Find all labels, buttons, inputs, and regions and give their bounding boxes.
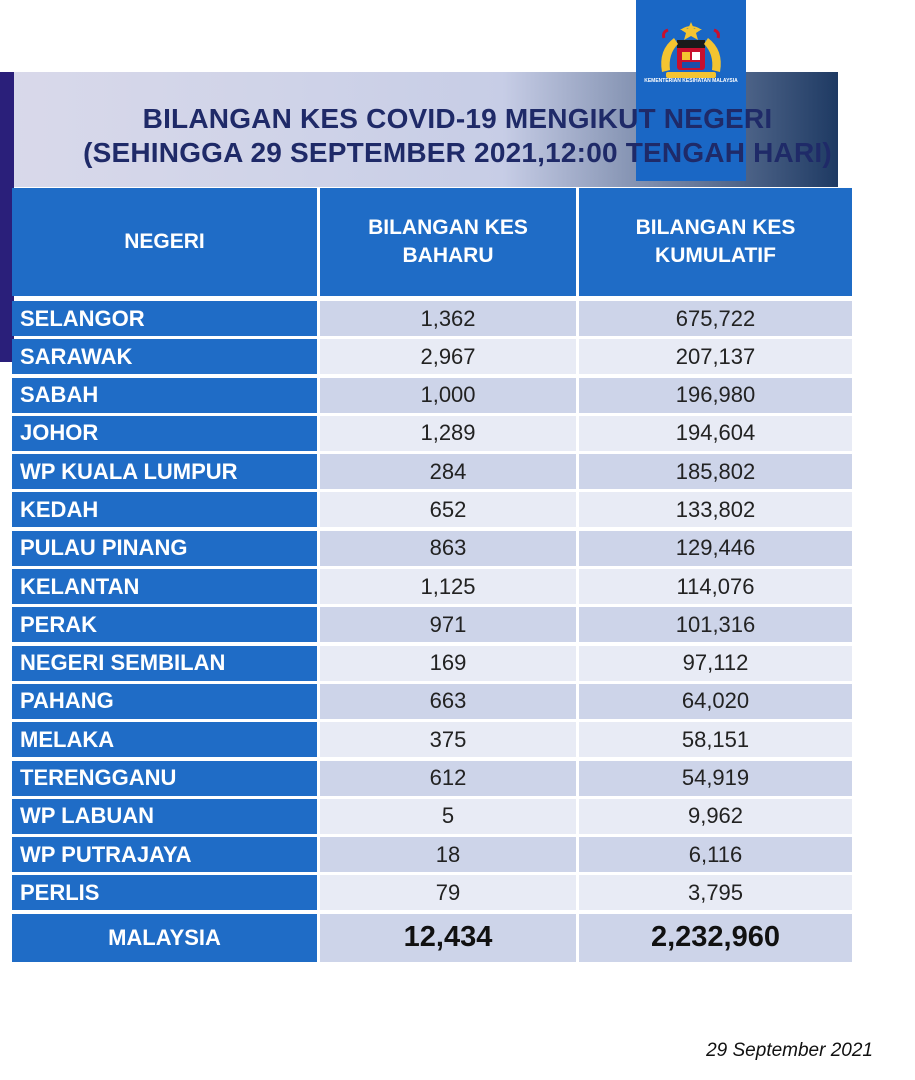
cumulative-cases-cell: 54,919: [579, 761, 852, 796]
cumulative-cases-cell: 194,604: [579, 416, 852, 451]
table-row: [12, 416, 852, 451]
new-cases-cell: 284: [320, 454, 576, 489]
table-row: [12, 569, 852, 604]
state-cell: PAHANG: [12, 684, 317, 719]
new-cases-cell: 1,289: [320, 416, 576, 451]
cumulative-cases-cell: 185,802: [579, 454, 852, 489]
cumulative-cases-cell: 3,795: [579, 875, 852, 910]
column-header-new-cases: [320, 188, 576, 296]
new-cases-cell: 1,125: [320, 569, 576, 604]
column-header-negeri: NEGERI: [12, 188, 317, 296]
state-cell: PERAK: [12, 607, 317, 642]
cumulative-cases-cell: 675,722: [579, 301, 852, 336]
new-cases-cell: 612: [320, 761, 576, 796]
table-row: [12, 454, 852, 489]
new-cases-cell: 18: [320, 837, 576, 872]
cumulative-cases-cell: 207,137: [579, 339, 852, 374]
table-row: [12, 837, 852, 872]
table-row: [12, 646, 852, 681]
title-line-2: (SEHINGGA 29 SEPTEMBER 2021,12:00 TENGAH HARI): [83, 137, 832, 168]
state-cell: NEGERI SEMBILAN: [12, 646, 317, 681]
new-cases-cell: 1,000: [320, 378, 576, 413]
state-cell: KELANTAN: [12, 569, 317, 604]
page-title: [0, 102, 915, 170]
table-row: [12, 339, 852, 374]
cumulative-cases-cell: 133,802: [579, 492, 852, 527]
table-row: [12, 875, 852, 910]
new-cases-cell: 5: [320, 799, 576, 834]
new-cases-cell: 375: [320, 722, 576, 757]
cumulative-cases-cell: 196,980: [579, 378, 852, 413]
cumulative-cases-cell: 97,112: [579, 646, 852, 681]
state-cell: SABAH: [12, 378, 317, 413]
state-cell: MELAKA: [12, 722, 317, 757]
state-cell: WP KUALA LUMPUR: [12, 454, 317, 489]
new-cases-cell: 863: [320, 531, 576, 566]
state-cell: SELANGOR: [12, 301, 317, 336]
table-header: [12, 188, 852, 296]
table-row: [12, 378, 852, 413]
column-header-cumulative-cases: [579, 188, 852, 296]
column-header-cumulative-cases-label: BILANGAN KES KUMULATIF: [635, 216, 796, 267]
new-cases-cell: 1,362: [320, 301, 576, 336]
new-cases-cell: 971: [320, 607, 576, 642]
cumulative-cases-cell: 101,316: [579, 607, 852, 642]
malaysia-coat-of-arms-icon: [652, 20, 730, 80]
table-row: [12, 607, 852, 642]
state-cell: WP PUTRAJAYA: [12, 837, 317, 872]
new-cases-cell: 79: [320, 875, 576, 910]
cumulative-cases-cell: 58,151: [579, 722, 852, 757]
column-header-new-cases-label: BILANGAN KES BAHARU: [368, 216, 528, 267]
state-cell: TERENGGANU: [12, 761, 317, 796]
table-row: [12, 761, 852, 796]
table-row: [12, 301, 852, 336]
logo-caption: KEMENTERIAN KESIHATAN MALAYSIA: [644, 78, 738, 84]
cumulative-cases-cell: 129,446: [579, 531, 852, 566]
new-cases-cell: 652: [320, 492, 576, 527]
new-cases-cell: 2,967: [320, 339, 576, 374]
new-cases-cell: 169: [320, 646, 576, 681]
table-body: [12, 301, 852, 910]
cumulative-cases-cell: 64,020: [579, 684, 852, 719]
table-row: [12, 684, 852, 719]
state-cell: WP LABUAN: [12, 799, 317, 834]
state-cell: PERLIS: [12, 875, 317, 910]
table-row: [12, 492, 852, 527]
state-cell: SARAWAK: [12, 339, 317, 374]
date-label: 29 September 2021: [706, 1040, 873, 1061]
cumulative-cases-cell: 114,076: [579, 569, 852, 604]
table-row: [12, 531, 852, 566]
new-cases-cell: 663: [320, 684, 576, 719]
title-line-1: BILANGAN KES COVID-19 MENGIKUT NEGERI: [142, 103, 773, 134]
state-cell: KEDAH: [12, 492, 317, 527]
total-cumulative-cases: 2,232,960: [579, 914, 852, 962]
state-cell: JOHOR: [12, 416, 317, 451]
table-row-total: [12, 914, 852, 962]
total-label: MALAYSIA: [12, 914, 317, 962]
table-row: [12, 799, 852, 834]
state-cell: PULAU PINANG: [12, 531, 317, 566]
total-new-cases: 12,434: [320, 914, 576, 962]
table-row: [12, 722, 852, 757]
cumulative-cases-cell: 9,962: [579, 799, 852, 834]
cases-table: [12, 188, 852, 962]
cumulative-cases-cell: 6,116: [579, 837, 852, 872]
